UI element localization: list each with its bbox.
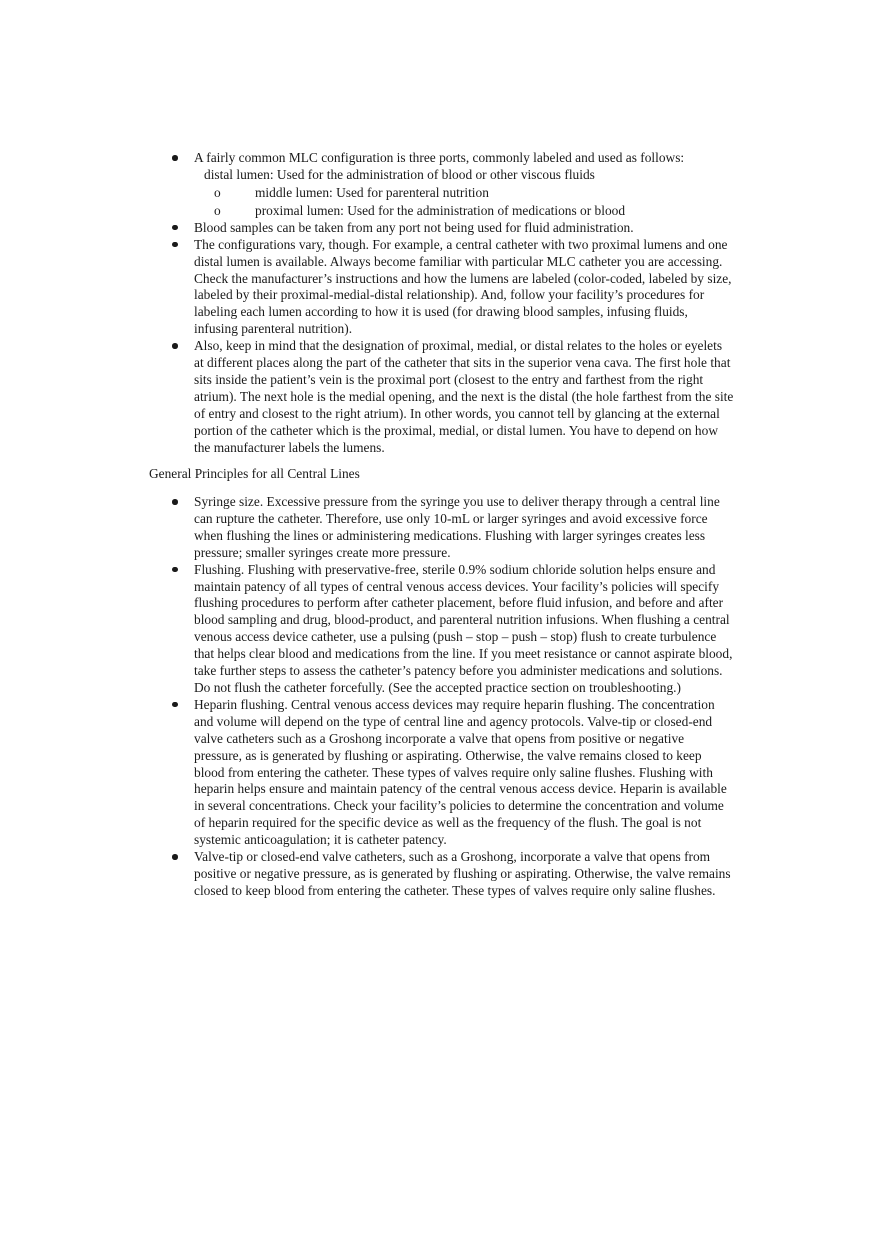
paragraph-text: Syringe size. Excessive pressure from the syringe you use to deliver therapy through a central line can rupture the catheter. Therefore, use only 10-mL or larger syringes and avoid excessive force when flushing the lines or administering medications. Flushing with larger syringes creates less pressure; smaller syringes create more pressure. — [194, 494, 720, 560]
paragraph-text: Blood samples can be taken from any port not being used for fluid administration. — [194, 219, 634, 235]
list-item — [0, 562, 734, 697]
section-mlc-configuration — [0, 150, 880, 457]
bullet-icon — [172, 155, 178, 161]
list-item — [0, 338, 734, 456]
paragraph-text: Flushing. Flushing with preservative-free, sterile 0.9% sodium chloride solution helps ensure and maintain patency of all types of central venous access devices. Your facility’s policies will specify flushing procedures to perform after catheter placement, before fluid infusion, and before and after blood sampling and drug, blood-product, and parenteral nutrition infusions. When flushing a central venous access device catheter, use a pulsing (push – stop – push – stop) flush to create turbulence that helps clear blood and medications from the line. If you meet resistance or cannot aspirate blood, take further steps to assess the catheter’s patency before you administer medications and solutions. Do not flush the catheter forcefully. (See the accepted practice section on troubleshooting.) — [194, 561, 733, 695]
bullet-icon — [172, 499, 178, 505]
paragraph-text: The configurations vary, though. For example, a central catheter with two proximal lumens and one distal lumen is available. Always become familiar with particular MLC catheter you are accessing. Check the manufacturer’s instructions and how the lumens are labeled (color-coded, labeled by size, labeled by their proximal-medial-distal relationship). And, follow your facility’s procedures for labeling each lumen according to how it is used (for drawing blood samples, infusing fluids, infusing parenteral nutrition). — [194, 236, 732, 337]
bullet-icon — [172, 343, 178, 349]
circle-bullet-icon: o — [214, 184, 221, 200]
sub-item-distal-lumen: distal lumen: Used for the administration of blood or other viscous fluids — [204, 166, 595, 182]
bullet-list-mlc — [0, 150, 880, 184]
sub-list-lumens — [194, 184, 734, 220]
bullet-icon — [172, 242, 178, 248]
bullet-list-mlc-continued — [0, 220, 880, 457]
list-item — [0, 849, 734, 900]
sub-item-text: middle lumen: Used for parenteral nutrition — [255, 184, 489, 200]
list-item — [0, 697, 734, 849]
section-heading: General Principles for all Central Lines — [149, 466, 360, 481]
bullet-icon — [172, 854, 178, 860]
paragraph-text: Also, keep in mind that the designation of proximal, medial, or distal relates to the holes or eyelets at different places along the part of the catheter that sits in the superior vena cava. The first hole that sits inside the patient’s vein is the proximal port (closest to the entry and farthest from the right atrium). The next hole is the medial opening, and the next is the distal (the hole farthest from the site of entry and closest to the right atrium). In other words, you cannot tell by glancing at the external portion of the catheter which is the proximal, medial, or distal lumen. You have to depend on how the manufacturer labels the lumens. — [194, 338, 734, 455]
bullet-icon — [172, 702, 178, 708]
sub-item-text: proximal lumen: Used for the administration of medications or blood — [255, 202, 626, 218]
bullet-icon — [172, 567, 178, 573]
list-item — [0, 150, 734, 184]
circle-bullet-icon: o — [214, 202, 221, 218]
bullet-icon — [172, 225, 178, 231]
section-general-principles — [0, 494, 880, 900]
bullet-list-principles — [0, 494, 880, 900]
sub-list-item — [194, 184, 734, 202]
sub-list-item — [194, 202, 734, 220]
list-item — [0, 237, 734, 338]
list-item — [0, 220, 734, 237]
paragraph-text: Valve-tip or closed-end valve catheters, such as a Groshong, incorporate a valve that opens from positive or negative pressure, as is generated by flushing or aspirating. Otherwise, the valve remains closed to keep blood from entering the catheter. These types of valves require only saline flushes. — [194, 849, 731, 898]
list-item — [0, 494, 734, 562]
paragraph-text: A fairly common MLC configuration is three ports, commonly labeled and used as follows: — [194, 150, 685, 165]
paragraph-text: Heparin flushing. Central venous access devices may require heparin flushing. The concentration and volume will depend on the type of central line and agency protocols. Valve-tip or closed-end valve catheters such as a Groshong incorporate a valve that opens from positive or negative pressure, as is generated by flushing or aspirating. Otherwise, the valve remains closed to keep blood from entering the catheter. These types of valves require only saline flushes. Flushing with heparin helps ensure and maintain patency of the central venous access device. Heparin is available in several concentrations. Check your facility’s policies to determine the concentration and volume of heparin required for the specific device as well as the frequency of the flush. The goal is not systemic anticoagulation; it is catheter patency. — [194, 696, 727, 848]
